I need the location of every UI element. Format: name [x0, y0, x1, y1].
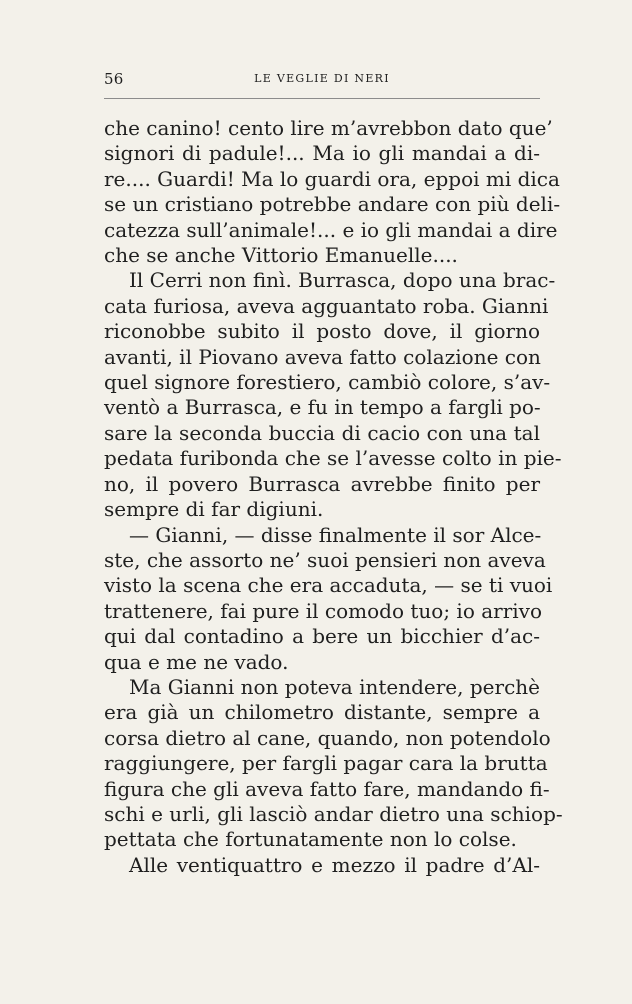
- text-line: se un cristiano potrebbe andare con più deli-: [104, 192, 561, 217]
- text-line: era già un chilometro distante, sempre a: [104, 700, 540, 725]
- text-line: Il Cerri non finì. Burrasca, dopo una brac-: [129, 268, 556, 293]
- text-line: signori di padule!... Ma io gli mandai a di-: [104, 141, 540, 166]
- text-line: pedata furibonda che se l’avesse colto in pie-: [104, 446, 562, 471]
- running-title: LE VEGLIE DI NERI: [254, 72, 390, 85]
- text-line: figura che gli aveva fatto fare, mandando fi-: [104, 776, 550, 801]
- text-line: Ma Gianni non poteva intendere, perchè: [129, 674, 540, 699]
- text-line: corsa dietro al cane, quando, non potendolo: [104, 725, 551, 750]
- text-line: sempre di far digiuni.: [104, 497, 324, 522]
- text-line: pettata che fortunatamente non lo colse.: [104, 827, 517, 852]
- text-line: ventò a Burrasca, e fu in tempo a fargli po-: [104, 395, 541, 420]
- text-line: trattenere, fai pure il comodo tuo; io arrivo: [104, 598, 543, 623]
- text-line: no, il povero Burrasca avrebbe finito per: [104, 471, 540, 496]
- text-line: raggiungere, per fargli pagar cara la brutta: [104, 751, 548, 776]
- header-rule: [104, 98, 540, 99]
- text-line: avanti, il Piovano aveva fatto colazione con: [104, 344, 541, 369]
- text-line: ste, che assorto ne’ suoi pensieri non aveva: [104, 547, 546, 572]
- text-line: qui dal contadino a bere un bicchier d’ac-: [104, 624, 540, 649]
- text-line: sare la seconda buccia di cacio con una tal: [104, 420, 540, 445]
- text-line: cata furiosa, aveva agguantato roba. Gianni: [104, 293, 549, 318]
- text-line: che canino! cento lire m’avrebbon dato que’: [104, 116, 553, 140]
- text-line: catezza sull’animale!... e io gli mandai a dire: [104, 217, 558, 242]
- body-text: [104, 116, 563, 878]
- page-header: [104, 70, 540, 94]
- text-line: schi e urli, gli lasciò andar dietro una schiop-: [104, 801, 563, 826]
- text-line: visto la scena che era accaduta, — se ti vuoi: [104, 573, 553, 598]
- text-line: quel signore forestiero, cambiò colore, s’av-: [104, 370, 551, 395]
- text-line: Alle ventiquattro e mezzo il padre d’Al-: [129, 852, 540, 877]
- text-line: re.... Guardi! Ma lo guardi ora, eppoi mi dica: [104, 166, 560, 191]
- text-line: qua e me ne vado.: [104, 649, 289, 674]
- text-line: — Gianni, — disse finalmente il sor Alce-: [129, 522, 542, 547]
- text-line: che se anche Vittorio Emanuelle....: [104, 243, 458, 268]
- text-line: riconobbe subito il posto dove, il giorno: [104, 319, 540, 344]
- page-number: 56: [104, 70, 124, 88]
